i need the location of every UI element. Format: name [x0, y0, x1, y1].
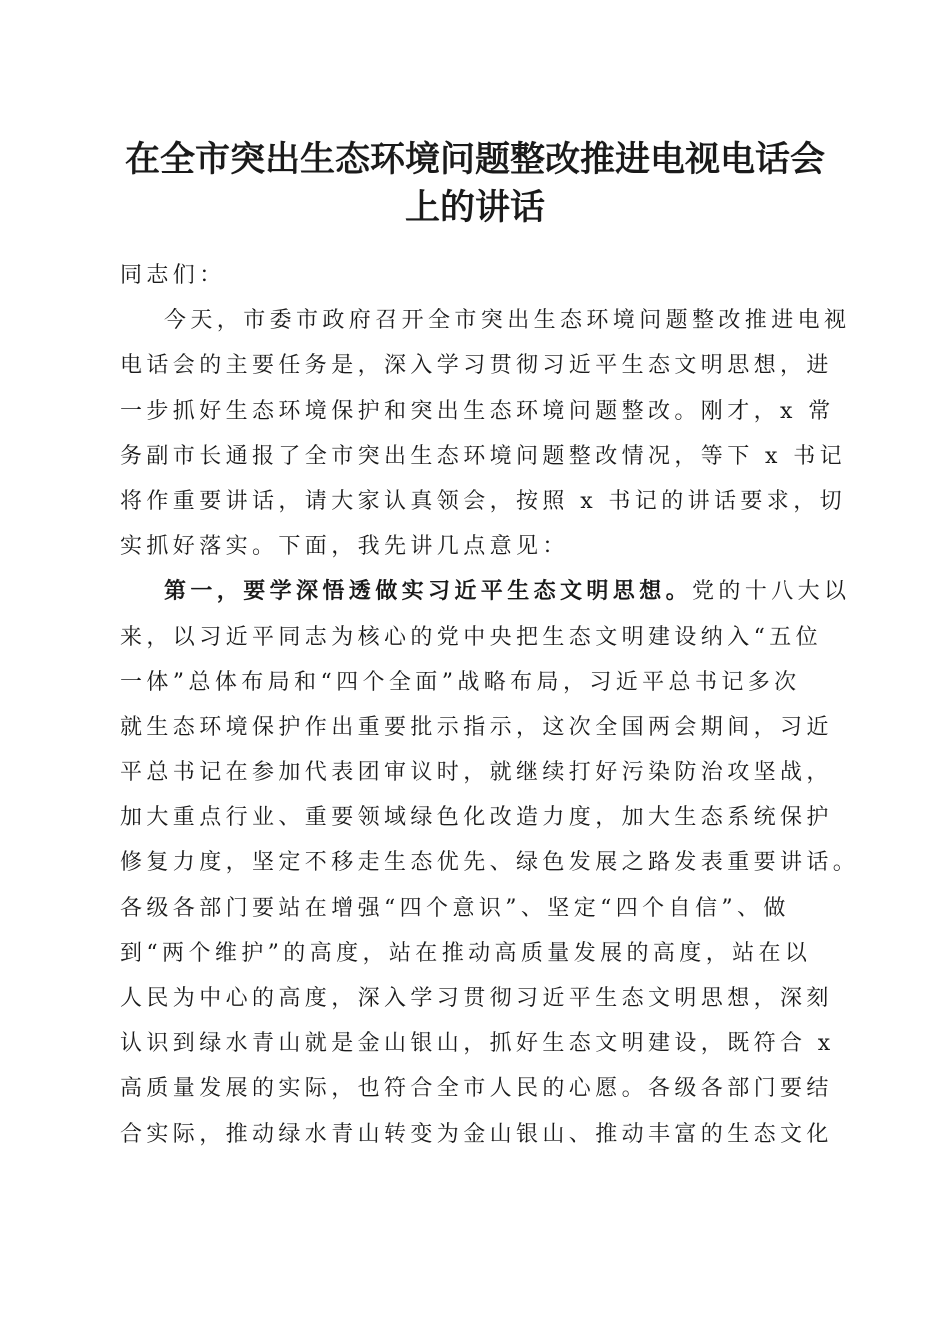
paragraph-2-line: 修复力度，坚定不移走生态优先、绿色发展之路发表重要讲话。 — [120, 850, 860, 876]
paragraph-2-line: 高质量发展的实际，也符合全市人民的心愿。各级各部门要结 — [120, 1076, 833, 1102]
paragraph-2-line: 来，以习近平同志为核心的党中央把生态文明建设纳入“五位 — [120, 624, 823, 650]
paragraph-1-line: 电话会的主要任务是，深入学习贯彻习近平生态文明思想，进 — [120, 353, 833, 379]
document-body — [120, 253, 860, 1157]
paragraph-1-line: 实抓好落实。下面，我先讲几点意见： — [120, 534, 569, 560]
title-line-1: 在全市突出生态环境问题整改推进电视电话会 — [124, 139, 825, 180]
paragraph-1-line: 一步抓好生态环境保护和突出生态环境问题整改。刚才，x 常 — [120, 398, 835, 424]
document-title — [112, 136, 838, 232]
paragraph-1-line: 将作重要讲话，请大家认真领会，按照 x 书记的讲话要求，切 — [120, 488, 846, 514]
paragraph-2-first-line-rest: 党的十八大以 — [692, 579, 851, 605]
paragraph-2-line: 认识到绿水青山就是金山银山，抓好生态文明建设，既符合 x — [120, 1031, 835, 1057]
paragraph-2-line: 合实际，推动绿水青山转变为金山银山、推动丰富的生态文化 — [120, 1121, 833, 1147]
paragraph-2-line: 加大重点行业、重要领域绿色化改造力度，加大生态系统保护 — [120, 805, 833, 831]
paragraph-1-line: 今天，市委市政府召开全市突出生态环境问题整改推进电视 — [164, 308, 851, 334]
section-heading: 第一，要学深悟透做实习近平生态文明思想。 — [164, 578, 693, 605]
paragraph-2-line: 人民为中心的高度，深入学习贯彻习近平生态文明思想，深刻 — [120, 986, 833, 1011]
salutation: 同志们： — [120, 263, 226, 288]
paragraph-2-line: 到“两个维护”的高度，站在推动高质量发展的高度，站在以 — [120, 940, 812, 966]
paragraph-2-line: 一体”总体布局和“四个全面”战略布局，习近平总书记多次 — [120, 669, 801, 695]
paragraph-2-line: 各级各部门要站在增强“四个意识”、坚定“四个自信”、做 — [120, 895, 790, 921]
paragraph-2-line: 就生态环境保护作出重要批示指示，这次全国两会期间，习近 — [120, 714, 833, 740]
title-line-2: 上的讲话 — [404, 187, 545, 228]
paragraph-1-line: 务副市长通报了全市突出生态环境问题整改情况，等下 x 书记 — [120, 443, 846, 469]
paragraph-2-first-line — [120, 569, 851, 614]
paragraph-2-line: 平总书记在参加代表团审议时，就继续打好污染防治攻坚战， — [120, 760, 833, 786]
